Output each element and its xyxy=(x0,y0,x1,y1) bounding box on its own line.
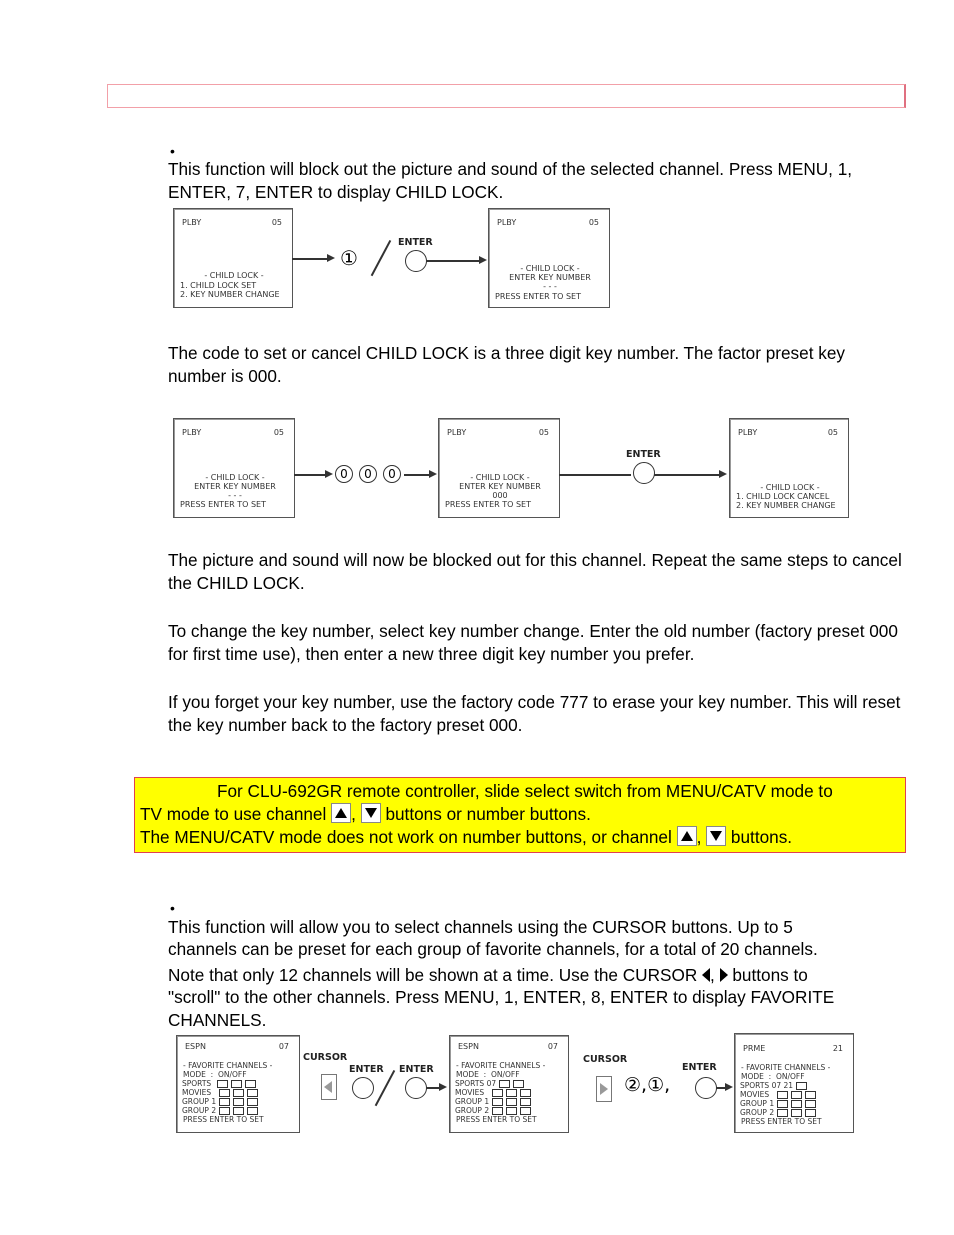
screen-line: 2. KEY NUMBER CHANGE xyxy=(180,290,280,299)
header-bar xyxy=(107,84,906,108)
enter-label: ENTER xyxy=(682,1062,717,1073)
channel-name: PLBY xyxy=(497,218,517,227)
cursor-left-icon xyxy=(702,968,710,982)
screen-line: 2. KEY NUMBER CHANGE xyxy=(736,501,836,510)
channel-up-icon xyxy=(677,826,697,846)
fav-row-label: MOVIES xyxy=(455,1088,485,1097)
favorite-intro-line xyxy=(168,964,908,987)
channel-name: PLBY xyxy=(738,428,758,437)
screen-footer: PRESS ENTER TO SET xyxy=(495,292,581,301)
favorite-intro-line: This function will allow you to select channels using the CURSOR buttons. Up to 5 xyxy=(168,917,793,937)
arrow-head xyxy=(725,1083,733,1091)
tv-screen xyxy=(449,1035,569,1133)
channel-down-icon xyxy=(706,826,726,846)
fav-row-label: SPORTS xyxy=(182,1079,212,1088)
cursor-label: CURSOR xyxy=(303,1052,348,1063)
arrow-head xyxy=(327,254,335,262)
note-text: TV mode to use channel xyxy=(140,804,327,824)
fav-row-label: GROUP 2 xyxy=(182,1106,217,1115)
note-line: For CLU-692GR remote controller, slide select switch from MENU/CATV mode to xyxy=(217,781,833,801)
remote-note xyxy=(134,777,906,853)
channel-number: 05 xyxy=(538,428,549,437)
channel-name: ESPN xyxy=(185,1042,206,1051)
tv-screen xyxy=(438,418,560,518)
note-comma: , xyxy=(696,827,702,847)
screen-footer: PRESS ENTER TO SET xyxy=(183,1115,264,1124)
arrow xyxy=(654,474,720,476)
channel-down-icon xyxy=(361,803,381,823)
screen-footer: PRESS ENTER TO SET xyxy=(445,500,531,509)
cursor-left-button-icon xyxy=(321,1074,337,1100)
arrow xyxy=(426,260,480,262)
enter-button-icon xyxy=(352,1077,374,1099)
screen-line: - - - xyxy=(228,491,242,500)
enter-label: ENTER xyxy=(349,1064,384,1075)
screen-footer: PRESS ENTER TO SET xyxy=(456,1115,537,1124)
screen-title: - FAVORITE CHANNELS - xyxy=(741,1063,831,1072)
arrow xyxy=(292,258,328,260)
screen-title: - CHILD LOCK - xyxy=(760,483,820,492)
channel-name: PLBY xyxy=(182,218,202,227)
arrow xyxy=(404,474,430,476)
screen-line: ENTER KEY NUMBER xyxy=(509,273,591,282)
arrow-head xyxy=(439,1083,447,1091)
para-text: buttons to xyxy=(732,965,808,985)
enter-label: ENTER xyxy=(398,237,433,248)
note-text: buttons. xyxy=(730,827,793,847)
child-lock-intro: This function will block out the picture and sound of the selected channel. Press MENU, 1, ENTER, 7, ENTER to display CHILD LOCK. xyxy=(168,159,853,202)
digit-sequence: ②,①, xyxy=(624,1074,671,1096)
channel-name: PRME xyxy=(743,1044,766,1053)
cursor-right-button-icon xyxy=(596,1076,612,1102)
tv-screen xyxy=(173,418,295,518)
digit-0-icon: 0 xyxy=(383,465,401,483)
arrow xyxy=(294,474,326,476)
channel-number: 05 xyxy=(827,428,838,437)
favorite-intro-line: "scroll" to the other channels. Press MENU, 1, ENTER, 8, ENTER to display FAVORITE CHANNELS. xyxy=(168,987,835,1030)
fav-row-label: MOVIES xyxy=(740,1090,770,1099)
enter-button-icon xyxy=(633,462,655,484)
arrow-head xyxy=(325,470,333,478)
screen-line: - - - xyxy=(543,282,557,291)
favorite-intro-line: channels can be preset for each group of favorite channels, for a total of 20 channels. xyxy=(168,939,818,959)
enter-button-icon xyxy=(405,250,427,272)
screen-line: MODE : ON/OFF xyxy=(741,1072,805,1081)
channel-name: PLBY xyxy=(447,428,467,437)
screen-line: MODE : ON/OFF xyxy=(183,1070,247,1079)
fav-row-label: GROUP 1 xyxy=(182,1097,217,1106)
arrow xyxy=(426,1087,440,1089)
fav-row-label: GROUP 1 xyxy=(740,1099,775,1108)
screen-line: 1. CHILD LOCK SET xyxy=(180,281,257,290)
fav-row-label: GROUP 1 xyxy=(455,1097,490,1106)
forgot-key-info: If you forget your key number, use the factory code 777 to erase your key number. This will reset the key number back to the factory preset 000. xyxy=(168,692,901,735)
screen-title: - FAVORITE CHANNELS - xyxy=(183,1061,273,1070)
screen-footer: PRESS ENTER TO SET xyxy=(741,1117,822,1126)
bullet: • xyxy=(170,143,175,159)
channel-number: 05 xyxy=(273,428,284,437)
channel-number: 07 xyxy=(278,1042,289,1051)
para-text: Note that only 12 channels will be shown at a time. Use the CURSOR xyxy=(168,965,698,985)
screen-line: MODE : ON/OFF xyxy=(456,1070,520,1079)
enter-label: ENTER xyxy=(626,449,661,460)
screen-line: ENTER KEY NUMBER xyxy=(459,482,541,491)
screen-title: - CHILD LOCK - xyxy=(470,473,530,482)
tv-screen xyxy=(488,208,610,308)
fav-row-label: SPORTS 07 xyxy=(455,1079,497,1088)
blocked-info: The picture and sound will now be blocked out for this channel. Repeat the same steps to cancel the CHILD LOCK. xyxy=(168,550,902,593)
channel-number: 07 xyxy=(547,1042,558,1051)
note-text: buttons or number buttons. xyxy=(385,804,591,824)
bullet: • xyxy=(170,900,175,916)
cursor-right-icon xyxy=(720,968,728,982)
channel-number: 21 xyxy=(832,1044,843,1053)
cursor-label: CURSOR xyxy=(583,1054,628,1065)
screen-title: - CHILD LOCK - xyxy=(205,473,265,482)
para-comma: , xyxy=(710,965,715,985)
screen-title: - CHILD LOCK - xyxy=(520,264,580,273)
note-line xyxy=(140,803,591,826)
slash-divider xyxy=(371,240,391,276)
screen-line: ENTER KEY NUMBER xyxy=(194,482,276,491)
screen-line: 000 xyxy=(492,491,508,500)
channel-number: 05 xyxy=(588,218,599,227)
key-change-info: To change the key number, select key number change. Enter the old number (factory preset 000 for first time use), then enter a new three digit key number you prefer. xyxy=(168,621,898,664)
channel-name: ESPN xyxy=(458,1042,479,1051)
key-number-info: The code to set or cancel CHILD LOCK is a three digit key number. The factor preset key number is 000. xyxy=(168,343,846,386)
slash-divider xyxy=(375,1070,395,1106)
fav-row-label: GROUP 2 xyxy=(455,1106,490,1115)
note-text: The MENU/CATV mode does not work on number buttons, or channel xyxy=(140,827,672,847)
fav-row-label: SPORTS 07 21 xyxy=(740,1081,794,1090)
screen-footer: PRESS ENTER TO SET xyxy=(180,500,266,509)
enter-button-icon xyxy=(405,1077,427,1099)
digit-0-icon: 0 xyxy=(335,465,353,483)
screen-line: 1. CHILD LOCK CANCEL xyxy=(736,492,830,501)
fav-row-label: MOVIES xyxy=(182,1088,212,1097)
tv-screen xyxy=(173,208,293,308)
channel-number: 05 xyxy=(271,218,282,227)
arrow-head xyxy=(719,470,727,478)
arrow-head xyxy=(429,470,437,478)
fav-row-label: GROUP 2 xyxy=(740,1108,775,1117)
tv-screen xyxy=(729,418,849,518)
arrow-head xyxy=(479,256,487,264)
channel-name: PLBY xyxy=(182,428,202,437)
arrow xyxy=(559,474,631,476)
enter-button-icon xyxy=(695,1077,717,1099)
note-comma: , xyxy=(351,804,356,824)
button-1-icon: ① xyxy=(340,246,358,270)
tv-screen xyxy=(176,1035,300,1133)
note-line xyxy=(140,826,792,849)
tv-screen xyxy=(734,1033,854,1133)
channel-up-icon xyxy=(331,803,351,823)
digit-0-icon: 0 xyxy=(359,465,377,483)
screen-title: - CHILD LOCK - xyxy=(204,271,264,280)
screen-title: - FAVORITE CHANNELS - xyxy=(456,1061,546,1070)
enter-label: ENTER xyxy=(399,1064,434,1075)
